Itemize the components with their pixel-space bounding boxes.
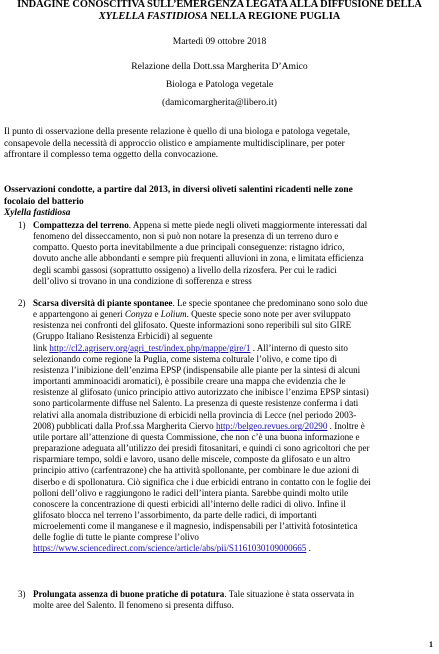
item-number: 3) — [18, 589, 26, 599]
document-date: Martedì 09 ottobre 2018 — [172, 36, 267, 47]
item-text: e — [152, 309, 161, 320]
intro-line: Il punto di osservazione della presente relazione è quello di una biologa e patologa vegetale, — [4, 127, 350, 137]
item-line: molte aree del Salento. Il fenomeno si presenta diffuso. — [33, 600, 234, 611]
item-text: . Tale situazione è stata osservata in — [224, 589, 355, 599]
intro-line: consapevole della necessità di approccio olistico e ampiamente multidisciplinare, per poter — [4, 138, 345, 149]
item-text: . Queste specie sono note per aver sviluppato — [186, 309, 351, 320]
title-region: NELLA REGIONE PUGLIA — [207, 11, 341, 22]
genus-name: Conyza — [124, 309, 153, 320]
item-line: fenomeno del disseccamento, non si può non notare la presenza di un terreno duro e — [33, 231, 339, 242]
item-line: diserbo e di spollonatura. Ciò significa che i due erbicidi entrano in contatto con le foglie dei — [33, 476, 371, 487]
item-line — [33, 589, 433, 600]
item-number: 2) — [18, 298, 26, 308]
title-line-1: INDAGINE CONOSCITIVA SULL’EMERGENZA LEGATA ALLA DIFFUSIONE DELLA — [17, 0, 422, 10]
item-text: e appartengono ai generi — [33, 309, 125, 320]
gire-link[interactable]: http://cl2.agriserv.org/agri_test/index.php/mappe/gire/1 — [49, 342, 251, 353]
intro-paragraph — [4, 127, 432, 162]
report-author: Relazione della Dott.ssa Margherita D’Amico — [131, 61, 308, 72]
observations-line-1: Osservazioni condotte, a partire dal 2013, in diversi oliveti salentini ricadenti nelle zone — [4, 185, 353, 195]
item-line: importanti amminoacidi aromatici), è possibile creare una mappa che evidenzia che le — [33, 376, 346, 387]
item-line: microelementi come il manganese e il magnesio, indispensabili per l’attività fotosintetica — [33, 521, 358, 532]
item-line: relativi alla anomala distribuzione di erbicidi nella provincia di Lecce (nel periodo 2003- — [33, 409, 357, 420]
item-text: . All’interno di questo sito — [250, 342, 348, 353]
item-line: selezionando come regione la Puglia, come sistema colturale l’olivo, e come tipo di — [33, 353, 338, 364]
item-line: risparmiare tempo, soldi e lavoro, usano delle miscele, composte da glifosato e un altro — [33, 454, 351, 465]
item-line: preparazione adeguata all’utilizzo dei presidi fitosanitari, e quindi ci sono agricoltori che per — [33, 443, 370, 454]
item-number: 1) — [18, 220, 26, 230]
observations-heading — [4, 185, 432, 220]
item-text: . — [306, 543, 311, 554]
item-heading: Scarsa diversità di piante spontanee — [33, 298, 173, 308]
item-line: glifosato blocca nel terreno l’assorbimento, da parte delle radici, di importanti — [33, 509, 317, 520]
item-line: utile portare all’attenzione di questa Commissione, che non c’è una buona informazione e — [33, 431, 360, 442]
item-line — [33, 543, 433, 554]
item-heading: Compattezza del terreno — [33, 220, 129, 230]
item-text: . Appena si mette piede negli oliveti maggiormente interessati dal — [128, 220, 368, 230]
item-line: polloni dell’olivo e raggiungono le radici dell’intera pianta. Sarebbe quindi molto utile — [33, 487, 349, 498]
item-body — [33, 220, 433, 287]
item-line: sono particolarmente diffuse nel Salento. La presenza di queste resistenze conferma i dati — [33, 398, 359, 409]
author-role: Biologa e Patologa vegetale — [165, 79, 274, 90]
observations-line-2 — [4, 197, 432, 220]
observations-prefix: focolaio del batterio — [4, 196, 84, 207]
item-line: resistenza l’inibizione dell’enzima EPSP (indispensabile alle piante per la sintesi di alcuni — [33, 364, 361, 375]
title-line-2 — [0, 11, 439, 23]
intro-line: affrontare il complesso tema oggetto della convocazione. — [4, 150, 219, 161]
item-text: 2008) pubblicati dalla Prof.ssa Margherita Ciervo — [33, 420, 216, 431]
item-line — [33, 220, 433, 231]
item-line: resistenza nei confronti del glifosato. Queste informazioni sono reperibili sul sito GIRE — [33, 320, 352, 331]
item-line: delle foglie di tutte le piante comprese l’olivo — [33, 532, 199, 543]
page-number: 1 — [429, 640, 433, 649]
item-line: principio attivo (carfentrazone) che ha attività spollonante, per combinare le due azioni di — [33, 465, 359, 476]
item-line: dell’olivo si trovano in una condizione di sofferenza e stress — [33, 275, 252, 286]
item-text: . Le specie spontanee che predominano sono solo due — [172, 298, 368, 308]
document-title — [0, 0, 439, 23]
observations-species: Xylella fastidiosa — [4, 208, 71, 219]
title-species: XYLELLA FASTIDIOSA — [98, 11, 208, 22]
item-body — [33, 298, 433, 555]
item-line: degli scambi gassosi (soprattutto ossigeno) a livello della rizosfera. Per cui le radici — [33, 264, 337, 275]
item-heading: Prolungata assenza di buone pratiche di potatura — [33, 589, 225, 599]
item-line — [33, 298, 433, 309]
item-line: conoscere la concentrazione di questi erbicidi all’interno delle radici di olivo. Infine il — [33, 498, 346, 509]
item-line — [33, 343, 433, 354]
item-body — [33, 589, 433, 611]
genus-name: Lolium — [160, 309, 187, 320]
item-line: resistenze al glifosato (unico principio attivo autorizzato che inibisce l’enzima EPSP sintasi) — [33, 387, 369, 398]
author-email: (damicomargherita@libero.it) — [162, 97, 277, 108]
item-text: . Inoltre è — [327, 420, 365, 431]
sciencedirect-link[interactable]: https://www.sciencedirect.com/science/article/abs/pii/S1161030109000665 — [33, 543, 307, 554]
item-text: link — [33, 342, 50, 353]
item-line: compatto. Questo porta inevitabilmente a due principali conseguenze: ristagno idrico, — [33, 242, 345, 253]
item-line — [33, 309, 433, 320]
item-line: dovuto anche alle abbondanti e sempre più frequenti alluvioni in zona, e limitata efficienza — [33, 253, 364, 264]
item-line: (Gruppo Italiano Resistenza Erbicidi) al seguente — [33, 331, 213, 342]
belgeo-link[interactable]: http://belgeo.revues.org/20290 — [215, 420, 328, 431]
item-line — [33, 421, 433, 432]
